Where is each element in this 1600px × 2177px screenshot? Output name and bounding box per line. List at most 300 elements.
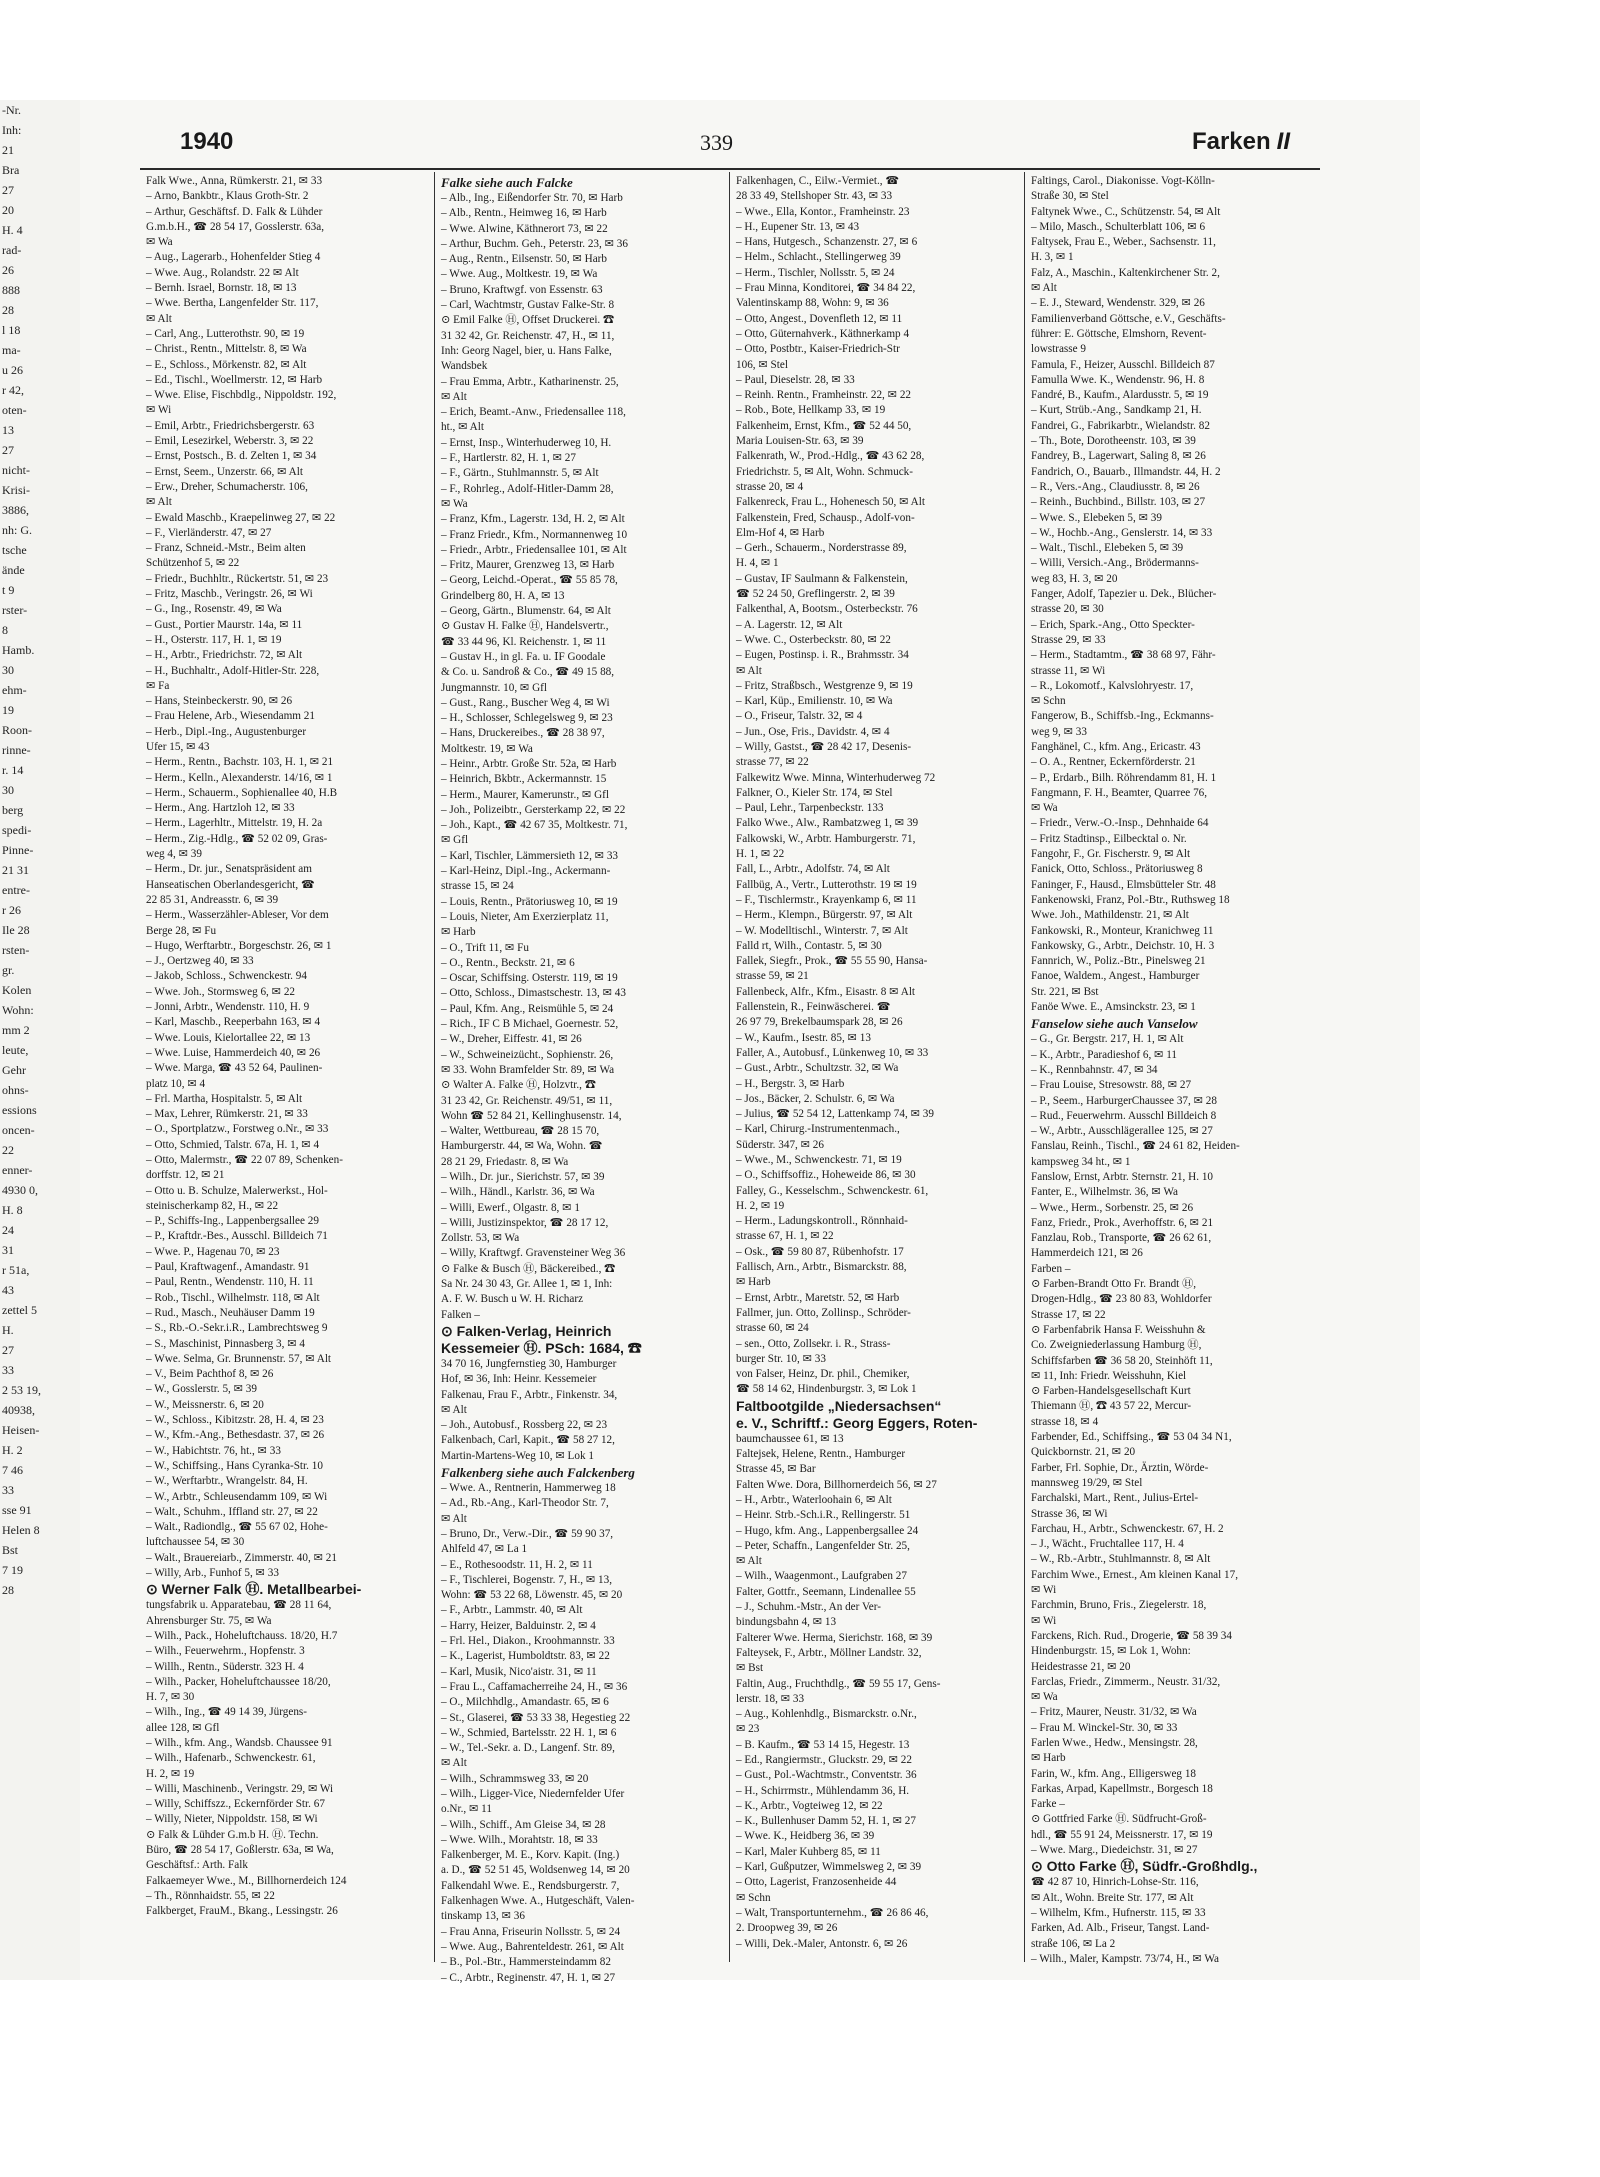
directory-entry: – Jonni, Arbtr., Wendenstr. 110, H. 9: [146, 1001, 310, 1014]
directory-entry: – Wwe. S., Elebeken 5, ✉ 39: [1031, 511, 1162, 524]
directory-entry: – Willi, Maschinenb., Veringstr. 29, ✉ Wi: [146, 1782, 334, 1795]
directory-entry: Falkendahl Wwe. E., Rendsburgerstr. 7,: [441, 1879, 620, 1892]
directory-entry: Fanz, Friedr., Prok., Averhoffstr. 6, ✉ 21: [1031, 1216, 1214, 1229]
directory-entry: Farchau, H., Arbtr., Schwenckestr. 67, H. 2: [1031, 1522, 1224, 1535]
directory-entry: – Wwe. Selma, Gr. Brunnenstr. 57, ✉ Alt: [146, 1352, 332, 1365]
directory-entry: – Frau Louise, Stresowstr. 88, ✉ 27: [1031, 1079, 1192, 1092]
directory-entry: Fanöe Wwe. E., Amsinckstr. 23, ✉ 1: [1031, 1001, 1196, 1014]
directory-entry: – F., Tischlermstr., Krayenkamp 6, ✉ 11: [736, 893, 917, 906]
directory-entry: ✉ Wi: [146, 404, 172, 417]
section-title: [1192, 128, 1290, 156]
directory-entry: G.m.b.H., ☎ 28 54 17, Gosslerstr. 63a,: [146, 220, 325, 233]
adjacent-page-fragment: Ile 28: [2, 923, 30, 937]
directory-entry: – Walter, Wettbureau, ☎ 28 15 70,: [441, 1125, 600, 1138]
directory-entry: – Wwe. Bertha, Langenfelder Str. 117,: [146, 297, 319, 310]
adjacent-page-fragment: Wohn:: [2, 1003, 34, 1017]
directory-entry: Fanoe, Waldem., Angest., Hamburger: [1031, 970, 1200, 983]
directory-entry: – W., Werftarbtr., Wrangelstr. 84, H.: [146, 1475, 308, 1488]
directory-entry: – H., Schirrmstr., Mühlendamm 36, H.: [736, 1784, 910, 1797]
directory-entry: Fallmer, jun. Otto, Zollinsp., Schröder-: [736, 1306, 911, 1319]
directory-entry: ✉ Alt., Wohn. Breite Str. 177, ✉ Alt: [1031, 1891, 1194, 1904]
directory-entry: – Ernst, Postsch., B. d. Zelten 1, ✉ 34: [146, 450, 317, 463]
directory-entry: kampsweg 34 ht., ✉ 1: [1031, 1155, 1131, 1168]
directory-entry: Strasse 29, ✉ 33: [1031, 633, 1106, 646]
directory-entry: Fanslau, Reinh., Tischl., ☎ 24 61 82, Heiden-: [1031, 1140, 1240, 1153]
directory-entry: – Herm., Stadtamtm., ☎ 38 68 97, Fähr-: [1031, 649, 1216, 662]
directory-entry: Farclas, Friedr., Zimmerm., Neustr. 31/32,: [1031, 1675, 1221, 1688]
adjacent-page-fragment: 24: [2, 1223, 14, 1237]
directory-entry: – Arthur, Buchm. Geh., Peterstr. 23, ✉ 36: [441, 237, 628, 250]
directory-entry: – Willi, Versich.-Ang., Brödermanns-: [1031, 557, 1199, 570]
directory-entry: Fall, L., Arbtr., Adolfstr. 74, ✉ Alt: [736, 863, 890, 876]
directory-entry: Moltkestr. 19, ✉ Wa: [441, 742, 533, 755]
directory-entry: Faltings, Carol., Diakonisse. Vogt-Kölln-: [1031, 175, 1215, 187]
header-rule: [140, 168, 1320, 170]
directory-entry: – H., Schlosser, Schlegelsweg 9, ✉ 23: [441, 712, 613, 725]
directory-entry: – Th., Rönnhaidstr. 55, ✉ 22: [146, 1889, 275, 1902]
directory-entry: straße 106, ✉ La 2: [1031, 1937, 1116, 1950]
directory-entry: – Ed., Tischl., Woellmerstr. 12, ✉ Harb: [146, 373, 323, 386]
directory-entry: – Jakob, Schloss., Schwenckestr. 94: [146, 970, 307, 983]
directory-entry: Fanger, Adolf, Tapezier u. Dek., Blücher-: [1031, 588, 1217, 601]
directory-entry: ⊙ Gustav H. Falke Ⓗ, Handelsvertr.,: [441, 620, 609, 633]
directory-entry: 34 70 16, Jungfernstieg 30, Hamburger: [441, 1357, 617, 1370]
adjacent-page-fragment: Heisen-: [2, 1423, 40, 1437]
directory-entry: – Joh., Kapt., ☎ 42 67 35, Moltkestr. 71,: [441, 819, 628, 832]
adjacent-page-fragment: 28: [2, 1583, 14, 1597]
directory-entry: – Gust., Portier Maurstr. 14a, ✉ 11: [146, 618, 303, 631]
directory-entry: dorffstr. 12, ✉ 21: [146, 1169, 225, 1182]
adjacent-page-fragment: Pinne-: [2, 843, 34, 857]
adjacent-page-fragment: 20: [2, 203, 14, 217]
directory-entry: Valentinskamp 88, Wohn: 9, ✉ 36: [736, 297, 889, 310]
directory-entry: Falz, A., Maschin., Kaltenkirchener Str. 2,: [1031, 266, 1220, 279]
directory-entry: Hanseatischen Oberlandesgericht, ☎: [146, 878, 315, 891]
directory-entry: ☎ 52 24 50, Greflingerstr. 2, ✉ 39: [736, 588, 895, 601]
adjacent-page-fragment: Kolen: [2, 983, 32, 997]
directory-entry: Friedrichstr. 5, ✉ Alt, Wohn. Schmuck-: [736, 465, 913, 478]
directory-entry: Farke –: [1031, 1798, 1065, 1811]
directory-entry: – Walt., Tischl., Elebeken 5, ✉ 39: [1031, 542, 1184, 555]
directory-entry: – Ernst, Insp., Winterhuderweg 10, H.: [441, 436, 612, 449]
directory-entry: – Ernst, Seem., Unzerstr. 66, ✉ Alt: [146, 465, 303, 478]
directory-entry: ✉ Schn: [1031, 695, 1066, 708]
directory-entry: – Otto, Angest., Dovenfleth 12, ✉ 11: [736, 312, 903, 325]
directory-entry: e. V., Schriftf.: Georg Eggers, Roten-: [736, 1414, 978, 1431]
directory-entry: – R., Lokomotf., Kalvslohryestr. 17,: [1031, 679, 1194, 692]
directory-entry: – Wwe. Alwine, Käthnerort 73, ✉ 22: [441, 222, 608, 235]
directory-entry: – Wwe. Aug., Rolandstr. 22 ✉ Alt: [146, 266, 299, 279]
directory-entry: weg 9, ✉ 33: [1031, 725, 1087, 738]
directory-entry: baumchaussee 61, ✉ 13: [736, 1432, 844, 1445]
directory-entry: Faller, A., Autobusf., Lünkenweg 10, ✉ 33: [736, 1046, 929, 1059]
directory-entry: Faninger, F., Hausd., Elmsbütteler Str. 48: [1031, 878, 1216, 891]
directory-entry: – Wilh., Pack., Hoheluftchauss. 18/20, H.7: [146, 1629, 338, 1642]
directory-entry: – Wilh., Schiff., Am Gleise 34, ✉ 28: [441, 1818, 606, 1831]
directory-entry: – E., Schloss., Mörkenstr. 82, ✉ Alt: [146, 358, 307, 371]
directory-entry: – Rob., Bote, Hellkamp 33, ✉ 19: [736, 404, 886, 417]
directory-entry: – W., Gosslerstr. 5, ✉ 39: [146, 1383, 257, 1396]
adjacent-page-fragment: 13: [2, 423, 14, 437]
directory-entry: ✉ 11, Inh: Friedr. Weisshuhn, Kiel: [1031, 1369, 1187, 1382]
directory-entry: – Wilh., Maler, Kampstr. 73/74, H., ✉ Wa: [1031, 1952, 1220, 1965]
directory-entry: – Louis, Rentn., Prätoriusweg 10, ✉ 19: [441, 895, 618, 908]
directory-entry: steinischerkamp 82, H., ✉ 22: [146, 1199, 279, 1212]
directory-entry: – B. Kaufm., ☎ 53 14 15, Hegestr. 13: [736, 1738, 910, 1751]
directory-entry: – F., Arbtr., Lammstr. 40, ✉ Alt: [441, 1604, 583, 1617]
directory-entry: ✉ 33. Wohn Bramfelder Str. 89, ✉ Wa: [441, 1063, 615, 1076]
directory-entry: – Fritz, Maschb., Veringstr. 26, ✉ Wi: [146, 588, 313, 601]
directory-entry: – Wwe., Herm., Sorbenstr. 25, ✉ 26: [1031, 1201, 1194, 1214]
directory-entry: Famulla Wwe. K., Wendenstr. 96, H. 8: [1031, 373, 1205, 386]
directory-entry: Farchmin, Bruno, Fris., Ziegelerstr. 18,: [1031, 1599, 1207, 1612]
directory-entry: – Herm., Klempn., Bürgerstr. 97, ✉ Alt: [736, 909, 913, 922]
directory-entry: Fandré, B., Kaufm., Alardusstr. 5, ✉ 19: [1031, 389, 1209, 402]
directory-entry: H. 1, ✉ 22: [736, 848, 785, 861]
directory-entry: – Paul, Kraftwagenf., Amandastr. 91: [146, 1261, 310, 1274]
directory-entry: – K., Arbtr., Vogteiweg 12, ✉ 22: [736, 1799, 883, 1812]
directory-entry: Falkewitz Wwe. Minna, Winterhuderweg 72: [736, 771, 936, 784]
directory-entry: – Wilh., Hafenarb., Schwenckestr. 61,: [146, 1752, 316, 1765]
directory-entry: – Arthur, Geschäftsf. D. Falk & Lühder: [146, 205, 323, 218]
adjacent-page-fragment: Roon-: [2, 723, 32, 737]
directory-entry: – H., Arbtr., Waterloohain 6, ✉ Alt: [736, 1493, 892, 1506]
directory-entry: Falkenstein, Fred, Schausp., Adolf-von-: [736, 511, 915, 524]
directory-entry: strasse 67, H. 1, ✉ 22: [736, 1230, 834, 1243]
directory-entry: – Erw., Dreher, Schumacherstr. 106,: [146, 480, 308, 493]
directory-entry: Jungmannstr. 10, ✉ Gfl: [441, 681, 548, 694]
adjacent-page-fragment: Hamb.: [2, 643, 35, 657]
directory-entry: Farken, Ad. Alb., Friseur, Tangst. Land-: [1031, 1922, 1210, 1935]
directory-entry: – Paul, Lehr., Tarpenbeckstr. 133: [736, 802, 884, 815]
directory-entry: Falkenrath, W., Prod.-Hdlg., ☎ 43 62 28,: [736, 450, 925, 463]
directory-entry: – Wwe. Wilh., Morahtstr. 18, ✉ 33: [441, 1833, 598, 1846]
directory-entry: – W., Kaufm., Isestr. 85, ✉ 13: [736, 1031, 871, 1044]
directory-entry: – Willy, Schiffszz., Eckernförder Str. 67: [146, 1798, 325, 1811]
directory-entry: Fallbüg, A., Vertr., Lutterothstr. 19 ✉ 19: [736, 878, 917, 891]
directory-entry: Grindelberg 80, H. A, ✉ 13: [441, 589, 565, 602]
directory-entry: Fangmann, F. H., Beamter, Quarree 76,: [1031, 786, 1208, 799]
directory-entry: – Frau L., Caffamacherreihe 24, H., ✉ 36: [441, 1680, 628, 1693]
directory-entry: Farlen Wwe., Hedw., Mensingstr. 28,: [1031, 1736, 1198, 1749]
directory-entry: ✉ Wa: [441, 497, 468, 510]
directory-entry: Ahrensburger Str. 75, ✉ Wa: [146, 1614, 272, 1627]
directory-entry: – Wilh., Packer, Hoheluftchaussee 18/20,: [146, 1675, 331, 1688]
directory-entry: – Friedr., Verw.-O.-Insp., Dehnhaide 64: [1031, 817, 1209, 830]
directory-entry: burger Str. 10, ✉ 33: [736, 1352, 826, 1365]
directory-entry: – Hugo, Werftarbtr., Borgeschstr. 26, ✉ 1: [146, 939, 332, 952]
adjacent-page-fragment: mm 2: [2, 1023, 30, 1037]
directory-entry: – Bruno, Dr., Verw.-Dir., ☎ 59 90 37,: [441, 1527, 614, 1540]
directory-entry: 31 23 42, Gr. Reichenstr. 49/51, ✉ 11,: [441, 1094, 613, 1107]
adjacent-page-fragment: 27: [2, 1343, 14, 1357]
directory-entry: – Willh., Rentn., Süderstr. 323 H. 4: [146, 1660, 304, 1673]
directory-entry: – Paul, Rentn., Wendenstr. 110, H. 11: [146, 1276, 314, 1289]
directory-entry: Falk Wwe., Anna, Rümkerstr. 21, ✉ 33: [146, 175, 323, 187]
directory-entry: – Willi, Ewerf., Olgastr. 8, ✉ 1: [441, 1201, 580, 1214]
directory-entry: – F., Tischlerei, Bogenstr. 7, H., ✉ 13,: [441, 1573, 613, 1586]
directory-entry: – K., Rennbahnstr. 47, ✉ 34: [1031, 1063, 1158, 1076]
directory-entry: – K., Bullenhuser Damm 52, H. 1, ✉ 27: [736, 1815, 916, 1828]
directory-entry: Fallisch, Arn., Arbtr., Bismarckstr. 88,: [736, 1261, 907, 1274]
directory-entry: – Otto, Postbtr., Kaiser-Friedrich-Str: [736, 343, 900, 356]
directory-entry: – Heinrich, Bkbtr., Ackermannstr. 15: [441, 773, 607, 786]
adjacent-page-fragment: 33: [2, 1483, 14, 1497]
directory-entry: lerstr. 18, ✉ 33: [736, 1692, 805, 1705]
directory-entry: Elm-Hof 4, ✉ Harb: [736, 526, 825, 539]
directory-entry: – Bruno, Kraftwgf. von Essenstr. 63: [441, 283, 603, 296]
directory-entry: – K., Lagerist, Humboldtstr. 83, ✉ 22: [441, 1650, 610, 1663]
directory-entry: – Herm., Dr. jur., Senatspräsident am: [146, 863, 312, 876]
directory-entry: – R., Vers.-Ang., Claudiusstr. 8, ✉ 26: [1031, 480, 1200, 493]
directory-entry: Strasse 36, ✉ Wi: [1031, 1507, 1108, 1520]
directory-entry: ✉ Gfl: [441, 834, 469, 847]
directory-entry: – H., Buchhaltr., Adolf-Hitler-Str. 228,: [146, 664, 320, 677]
directory-entry: Wohn ☎ 52 84 21, Kellinghusenstr. 14,: [441, 1109, 622, 1122]
directory-column-1: [140, 172, 435, 1962]
directory-entry: Falkenberg siehe auch Falckenberg: [441, 1465, 635, 1481]
directory-entry: strasse 20, ✉ 4: [736, 480, 804, 493]
directory-entry: Fanzlau, Rob., Transporte, ☎ 26 62 61,: [1031, 1232, 1212, 1245]
directory-entry: Hof, ✉ 36, Inh: Heinr. Kessemeier: [441, 1373, 597, 1386]
directory-entry: – F., Gärtn., Stuhlmannstr. 5, ✉ Alt: [441, 467, 599, 480]
directory-entry: – Frau Minna, Konditorei, ☎ 34 84 22,: [736, 282, 916, 295]
directory-entry: – Frl. Martha, Hospitalstr. 5, ✉ Alt: [146, 1092, 303, 1105]
directory-entry: ⊙ Gottfried Farke Ⓗ. Südfrucht-Groß-: [1031, 1813, 1207, 1826]
directory-entry: Falkenberger, M. E., Korv. Kapit. (Ing.): [441, 1849, 620, 1862]
directory-entry: – Wwe. C., Osterbeckstr. 80, ✉ 22: [736, 633, 891, 646]
directory-entry: Farckens, Rich. Rud., Drogerie, ☎ 58 39 34: [1031, 1629, 1232, 1642]
directory-entry: bindungsbahn 4, ✉ 13: [736, 1616, 837, 1629]
directory-entry: Familienverband Göttsche, e.V., Geschäfts-: [1031, 312, 1226, 325]
directory-entry: 2. Droopweg 39, ✉ 26: [736, 1922, 838, 1935]
adjacent-page-fragment: zettel 5: [2, 1303, 37, 1317]
directory-entry: – W., Schmied, Bartelsstr. 22 H. 1, ✉ 6: [441, 1726, 617, 1739]
directory-entry: ✉ Harb: [736, 1276, 771, 1289]
directory-entry: – J., Oertzweg 40, ✉ 33: [146, 955, 254, 968]
adjacent-page-fragment: 21 31: [2, 863, 29, 877]
directory-entry: Fandrey, B., Lagerwart, Saling 8, ✉ 26: [1031, 450, 1206, 463]
directory-entry: strasse 11, ✉ Wi: [1031, 664, 1106, 677]
directory-entry: – Oscar, Schiffsing. Osterstr. 119, ✉ 19: [441, 972, 618, 985]
directory-entry: – Ernst, Arbtr., Maretstr. 52, ✉ Harb: [736, 1291, 900, 1304]
directory-entry: ✉ Schn: [736, 1891, 771, 1904]
directory-entry: – Erich, Beamt.-Anw., Friedensallee 118,: [441, 406, 626, 419]
directory-entry: – Frau Anna, Friseurin Nollsstr. 5, ✉ 24: [441, 1925, 621, 1938]
directory-entry: – J., Wächt., Fruchtallee 117, H. 4: [1031, 1538, 1184, 1551]
directory-entry: a. D., ☎ 52 51 45, Woldsenweg 14, ✉ 20: [441, 1864, 630, 1877]
directory-entry: hdl., ☎ 55 91 24, Meissnerstr. 17, ✉ 19: [1031, 1828, 1213, 1841]
directory-entry: – Wwe. A., Rentnerin, Hammerweg 18: [441, 1482, 616, 1495]
directory-entry: – Gustav H., in gl. Fa. u. ⅠF Goodale: [441, 650, 606, 663]
directory-entry: – Joh., Polizeibtr., Gersterkamp 22, ✉ 22: [441, 803, 626, 816]
directory-entry: Falterer Wwe. Herma, Sierichstr. 168, ✉ 39: [736, 1631, 933, 1644]
directory-entry: – Hugo, kfm. Ang., Lappenbergsallee 24: [736, 1524, 919, 1537]
directory-entry: Farbender, Ed., Schiffsing., ☎ 53 04 34 N1,: [1031, 1431, 1232, 1444]
directory-entry: ✉ Alt: [736, 664, 762, 677]
directory-entry: Fallenbeck, Alfr., Kfm., Eisastr. 8 ✉ Alt: [736, 985, 916, 998]
directory-entry: – Wwe. Louis, Kielortallee 22, ✉ 13: [146, 1031, 311, 1044]
directory-entry: ✉ Harb: [441, 926, 476, 939]
directory-entry: – Ad., Rb.-Ang., Karl-Theodor Str. 7,: [441, 1497, 609, 1510]
directory-entry: ✉ Wi: [1031, 1614, 1057, 1627]
directory-entry: – Wwe. K., Heidberg 36, ✉ 39: [736, 1830, 875, 1843]
directory-entry: ✉ 23: [736, 1723, 760, 1736]
directory-entry: – P., Kraftdr.-Bes., Ausschl. Billdeich 71: [146, 1230, 328, 1243]
directory-entry: strasse 18, ✉ 4: [1031, 1415, 1099, 1428]
directory-entry: – Willy, Arb., Funhof 5, ✉ 33: [146, 1567, 279, 1580]
directory-entry: strasse 59, ✉ 21: [736, 970, 809, 983]
directory-entry: – O. A., Rentner, Eckernförderstr. 21: [1031, 756, 1196, 769]
adjacent-page-fragment: leute,: [2, 1043, 29, 1057]
adjacent-page-fragment: ehm-: [2, 683, 27, 697]
directory-entry: – Gust., Pol.-Wachtmstr., Conventstr. 36: [736, 1769, 917, 1782]
directory-entry: – Franz Friedr., Kfm., Normannenweg 10: [441, 528, 628, 541]
directory-entry: – W., Schloss., Kibitzstr. 28, H. 4, ✉ 23: [146, 1414, 324, 1427]
directory-entry: ✉ Harb: [1031, 1752, 1066, 1765]
directory-entry: – S., Maschinist, Pinnasberg 3, ✉ 4: [146, 1337, 305, 1350]
directory-entry: – Wwe. Marga, ☎ 43 52 64, Paulinen-: [146, 1062, 323, 1075]
directory-entry: Falken –: [441, 1308, 480, 1321]
directory-entry: – P., Schiffs-Ing., Lappenbergsallee 29: [146, 1215, 319, 1228]
directory-entry: – Osk., ☎ 59 80 87, Rübenhofstr. 17: [736, 1245, 904, 1258]
directory-entry: Hamburgerstr. 44, ✉ Wa, Wohn. ☎: [441, 1140, 603, 1153]
directory-entry: – Willy, Gastst., ☎ 28 42 17, Desenis-: [736, 740, 912, 753]
directory-entry: – W., Kfm.-Ang., Bethesdastr. 37, ✉ 26: [146, 1429, 325, 1442]
directory-entry: Falko Wwe., Alw., Rambatzweg 1, ✉ 39: [736, 817, 919, 830]
directory-entry: – Louis, Nieter, Am Exerzierplatz 11,: [441, 910, 609, 923]
adjacent-page-strip: [0, 100, 83, 1980]
directory-entry: Hindenburgstr. 15, ✉ Lok 1, Wohn:: [1031, 1645, 1191, 1658]
directory-entry: – Ed., Rangiermstr., Gluckstr. 29, ✉ 22: [736, 1753, 912, 1766]
directory-entry: – Franz, Kfm., Lagerstr. 13d, H. 2, ✉ Alt: [441, 513, 625, 526]
directory-entry: Quickbornstr. 21, ✉ 20: [1031, 1446, 1136, 1459]
directory-entry: Fannrich, W., Poliz.-Btr., Pinelsweg 21: [1031, 955, 1206, 968]
directory-entry: – V., Beim Pachthof 8, ✉ 26: [146, 1368, 274, 1381]
directory-entry: Wohn: ☎ 53 22 68, Löwenstr. 45, ✉ 20: [441, 1589, 623, 1602]
directory-entry: Süderstr. 347, ✉ 26: [736, 1138, 824, 1151]
adjacent-page-fragment: Bst: [2, 1543, 19, 1557]
directory-entry: führer: E. Göttsche, Elmshorn, Revent-: [1031, 327, 1207, 340]
directory-entry: – B., Pol.-Btr., Hammersteindamm 82: [441, 1956, 611, 1969]
directory-entry: – Karl, Chirurg.-Instrumentenmach.,: [736, 1123, 900, 1136]
directory-entry: Farchalski, Mart., Rent., Julius-Ertel-: [1031, 1492, 1199, 1505]
directory-entry: – Herm., Zig.-Hdlg., ☎ 52 02 09, Gras-: [146, 832, 328, 845]
adjacent-page-fragment: 43: [2, 1283, 14, 1297]
directory-entry: strasse 60, ✉ 24: [736, 1322, 809, 1335]
directory-entry: ⊙ Walter A. Falke Ⓗ, Holzvtr., ☎: [441, 1079, 596, 1092]
directory-entry: – Frau M. Winckel-Str. 30, ✉ 33: [1031, 1721, 1178, 1734]
directory-entry: – Fritz, Maurer, Neustr. 31/32, ✉ Wa: [1031, 1706, 1197, 1719]
directory-entry: – Erich, Spark.-Ang., Otto Speckter-: [1031, 618, 1195, 631]
directory-entry: – Herm., Maurer, Kamerunstr., ✉ Gfl: [441, 788, 609, 801]
directory-entry: – Otto u. B. Schulze, Malerwerkst., Hol-: [146, 1184, 328, 1197]
adjacent-page-fragment: sse 91: [2, 1503, 32, 1517]
directory-entry: Fankowsky, G., Arbtr., Deichstr. 10, H. 3: [1031, 939, 1215, 952]
directory-entry: ✉ Wa: [1031, 1691, 1058, 1704]
directory-entry: – Willy, Kraftwgf. Gravensteiner Weg 36: [441, 1247, 626, 1260]
directory-entry: – Otto, Malermstr., ☎ 22 07 89, Schenken-: [146, 1154, 343, 1166]
adjacent-page-fragment: 3886,: [2, 503, 29, 517]
directory-entry: Strasse 17, ✉ 22: [1031, 1308, 1106, 1321]
directory-entry: ☎ 58 14 62, Hindenburgstr. 3, ✉ Lok 1: [736, 1383, 917, 1396]
directory-entry: – Wwe. Aug., Bahrenteldestr. 261, ✉ Alt: [441, 1940, 624, 1953]
adjacent-page-fragment: spedi-: [2, 823, 32, 837]
directory-entry: – Emil, Arbtr., Friedrichsbergerstr. 63: [146, 419, 315, 432]
adjacent-page-fragment: rad-: [2, 243, 22, 257]
directory-entry: – Herm., Wasserzähler-Ableser, Vor dem: [146, 909, 329, 922]
directory-entry: Farber, Frl. Sophie, Dr., Ärztin, Wörde-: [1031, 1461, 1209, 1474]
directory-entry: ✉ Alt: [441, 1512, 467, 1525]
directory-entry: – Karl, Küp., Emilienstr. 10, ✉ Wa: [736, 695, 893, 708]
adjacent-page-fragment: entre-: [2, 883, 30, 897]
directory-entry: mannsweg 19/29, ✉ Stel: [1031, 1476, 1143, 1489]
directory-entry: – H., Eupener Str. 13, ✉ 43: [736, 220, 860, 233]
directory-entry: ✉ Alt: [441, 1757, 467, 1770]
adjacent-page-fragment: 30: [2, 783, 14, 797]
directory-entry: – Frau Emma, Arbtr., Katharinenstr. 25,: [441, 375, 619, 388]
directory-entry: Faltejsek, Helene, Rentn., Hamburger: [736, 1448, 906, 1461]
directory-entry: – Herm., Schauerm., Sophienallee 40, H.B: [146, 786, 338, 799]
directory-entry: – Christ., Rentn., Mittelstr. 8, ✉ Wa: [146, 343, 307, 356]
directory-entry: H. 2, ✉ 19: [146, 1767, 195, 1780]
adjacent-page-fragment: ohns-: [2, 1083, 29, 1097]
adjacent-page-fragment: enner-: [2, 1163, 33, 1177]
adjacent-page-fragment: Bra: [2, 163, 20, 177]
directory-entry: – Aug., Lagerarb., Hohenfelder Stieg 4: [146, 251, 321, 264]
directory-entry: – Rob., Tischl., Wilhelmstr. 118, ✉ Alt: [146, 1291, 320, 1304]
directory-entry: – Wilh., Feuerwehrm., Hopfenstr. 3: [146, 1645, 305, 1658]
directory-entry: – Fritz, Straßbsch., Westgrenze 9, ✉ 19: [736, 679, 913, 692]
directory-entry: Famula, F., Heizer, Ausschl. Billdeich 87: [1031, 358, 1215, 371]
directory-entry: – Gustav, ⅠF Saulmann & Falkenstein,: [736, 572, 908, 585]
directory-entry: – Karl, Musik, Nico'aistr. 31, ✉ 11: [441, 1665, 597, 1678]
adjacent-page-fragment: 31: [2, 1243, 14, 1257]
directory-entry: – W., Dreher, Eiffestr. 41, ✉ 26: [441, 1033, 582, 1046]
directory-entry: – Paul, Kfm. Ang., Reismühle 5, ✉ 24: [441, 1002, 614, 1015]
directory-entry: – Wilh., Ligger-Vice, Niedernfelder Ufer: [441, 1787, 625, 1800]
directory-entry: von Falser, Heinz, Dr. phil., Chemiker,: [736, 1368, 910, 1381]
directory-entry: Fallek, Siegfr., Prok., ☎ 55 55 90, Hansa-: [736, 955, 928, 968]
directory-entry: ✉ Wi: [1031, 1584, 1057, 1597]
directory-column-2: [435, 172, 730, 1984]
directory-entry: Farkas, Arpad, Kapellmstr., Borgesch 18: [1031, 1782, 1213, 1795]
directory-entry: – P., Erdarb., Bilh. Röhrendamm 81, H. 1: [1031, 771, 1217, 784]
directory-entry: 28 33 49, Stellshoper Str. 43, ✉ 33: [736, 190, 893, 203]
directory-entry: 26 97 79, Brekelbaumspark 28, ✉ 26: [736, 1016, 903, 1029]
directory-entry: – Hans, Hutgesch., Schanzenstr. 27, ✉ 6: [736, 236, 918, 249]
directory-entry: – Herm., Ladungskontroll., Rönnhaid-: [736, 1215, 908, 1228]
directory-entry: – Karl, Gußputzer, Wimmelsweg 2, ✉ 39: [736, 1861, 922, 1874]
directory-entry: – Peter, Schaffn., Langenfelder Str. 25,: [736, 1539, 910, 1552]
directory-entry: – Rud., Feuerwehrm. Ausschl Billdeich 8: [1031, 1109, 1217, 1122]
directory-entry: – Rud., Masch., Neuhäuser Damm 19: [146, 1306, 315, 1319]
directory-entry: Falkberget, FrauM., Bkang., Lessingstr. 26: [146, 1905, 338, 1918]
directory-entry: H. 2, ✉ 19: [736, 1199, 785, 1212]
directory-entry: – Joh., Autobusf., Rossberg 22, ✉ 23: [441, 1419, 608, 1432]
directory-entry: Drogen-Hdlg., ☎ 23 80 83, Wohldorfer: [1031, 1293, 1212, 1306]
directory-entry: Falkenau, Frau F., Arbtr., Finkenstr. 34,: [441, 1388, 618, 1401]
directory-entry: Falkenthal, A, Bootsm., Osterbeckstr. 76: [736, 603, 918, 616]
adjacent-page-fragment: Krisi-: [2, 483, 30, 497]
directory-entry: – Alb., Ing., Eißendorfer Str. 70, ✉ Harb: [441, 192, 623, 204]
directory-entry: – Carl, Ang., Lutterothstr. 90, ✉ 19: [146, 327, 305, 340]
directory-entry: ⊙ Werner Falk Ⓗ. Metallbearbei-: [146, 1581, 362, 1598]
directory-entry: – Milo, Masch., Schulterblatt 106, ✉ 6: [1031, 220, 1206, 233]
adjacent-page-fragment: 4930 0,: [2, 1183, 38, 1197]
directory-entry: Falkner, O., Kieler Str. 174, ✉ Stel: [736, 786, 893, 799]
directory-entry: Fangerow, B., Schiffsb.-Ing., Eckmanns-: [1031, 710, 1214, 723]
